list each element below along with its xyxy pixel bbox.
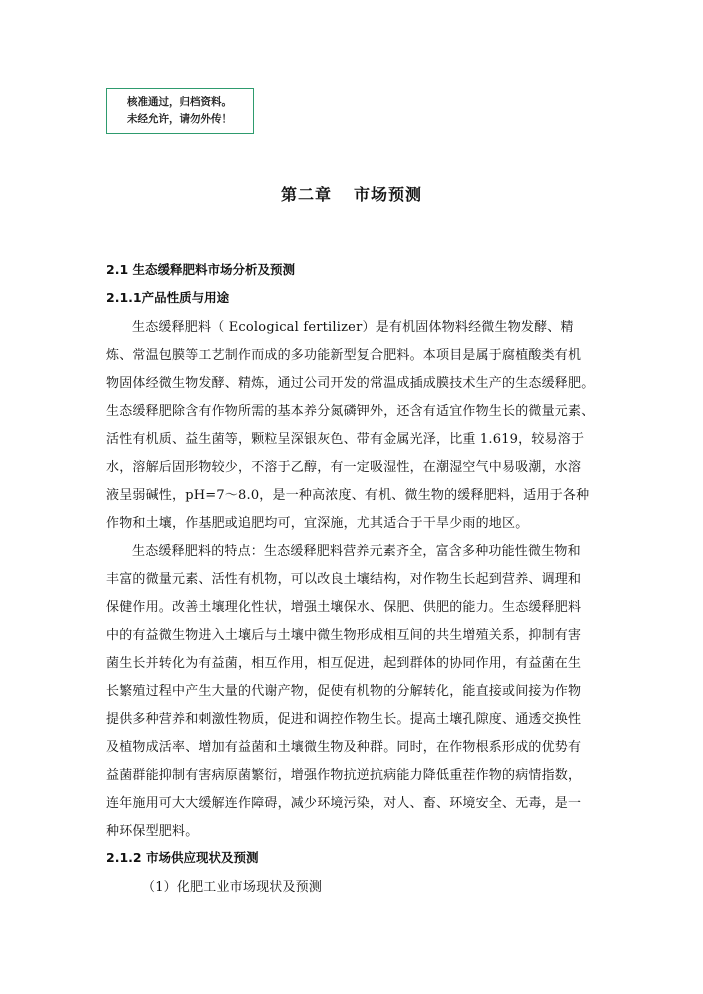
chapter-title: 市场预测 [354, 185, 423, 204]
paragraph1-line: 活性有机质、益生菌等，颗粒呈深银灰色、带有金属光泽，比重 1.619，较易溶于 [106, 432, 585, 447]
subitem-heading: （1）化肥工业市场现状及预测 [142, 880, 323, 895]
paragraph2-line: 中的有益微生物进入土壤后与土壤中微生物形成相互间的共生增殖关系，抑制有害 [106, 628, 582, 643]
paragraph2-line: 连年施用可大大缓解连作障碍，减少环境污染，对人、畜、环境安全、无毒，是一 [106, 796, 582, 811]
chapter-number: 第二章 [280, 185, 332, 204]
paragraph1-line: 生态缓释肥除含有作物所需的基本养分氮磷钾外，还含有适宜作物生长的微量元素、 [106, 404, 595, 419]
paragraph2-line: 保健作用。改善土壤理化性状，增强土壤保水、保肥、供肥的能力。生态缓释肥料 [106, 600, 582, 615]
paragraph2-line: 生态缓释肥料的特点：生态缓释肥料营养元素齐全，富含多种功能性微生物和 [132, 544, 581, 559]
chapter-heading [0, 182, 703, 205]
paragraph2-line: 长繁殖过程中产生大量的代谢产物，促使有机物的分解转化，能直接或间接为作物 [106, 684, 582, 699]
paragraph1-line: 作物和土壤，作基肥或追肥均可，宜深施，尤其适合于干旱少雨的地区。 [106, 516, 529, 531]
paragraph2-line: 及植物成活率、增加有益菌和土壤微生物及种群。同时，在作物根系形成的优势有 [106, 740, 582, 755]
paragraph2-line: 提供多种营养和刺激性物质，促进和调控作物生长。提高土壤孔隙度、通透交换性 [106, 712, 582, 727]
section-2-1-1-heading: 2.1.1产品性质与用途 [106, 290, 230, 305]
stamp-line-1: 核准通过，归档资料。 [127, 96, 232, 108]
paragraph2-line: 种环保型肥料。 [106, 824, 199, 839]
paragraph1-line: 炼、常温包膜等工艺制作而成的多功能新型复合肥料。本项目是属于腐植酸类有机 [106, 348, 582, 363]
section-2-1-2-heading: 2.1.2 市场供应现状及预测 [106, 850, 259, 865]
section-2-1-heading: 2.1 生态缓释肥料市场分析及预测 [106, 262, 295, 277]
paragraph1-line: 液呈弱碱性，pH=7～8.0，是一种高浓度、有机、微生物的缓释肥料，适用于各种 [106, 488, 590, 503]
paragraph1-line: 物固体经微生物发酵、精炼，通过公司开发的常温成插成膜技术生产的生态缓释肥。 [106, 376, 595, 391]
confidential-stamp [106, 88, 254, 134]
paragraph2-line: 益菌群能抑制有害病原菌繁衍，增强作物抗逆抗病能力降低重茬作物的病情指数， [106, 768, 582, 783]
paragraph1-line: 生态缓释肥料（ Ecological fertilizer）是有机固体物料经微生物发酵、精 [132, 320, 574, 335]
paragraph1-line: 水，溶解后固形物较少，不溶于乙醇，有一定吸湿性，在潮湿空气中易吸潮，水溶 [106, 460, 582, 475]
paragraph2-line: 丰富的微量元素、活性有机物，可以改良土壤结构，对作物生长起到营养、调理和 [106, 572, 582, 587]
paragraph2-line: 菌生长并转化为有益菌，相互作用，相互促进，起到群体的协同作用，有益菌在生 [106, 656, 582, 671]
stamp-line-2: 未经允许，请勿外传！ [127, 113, 232, 125]
